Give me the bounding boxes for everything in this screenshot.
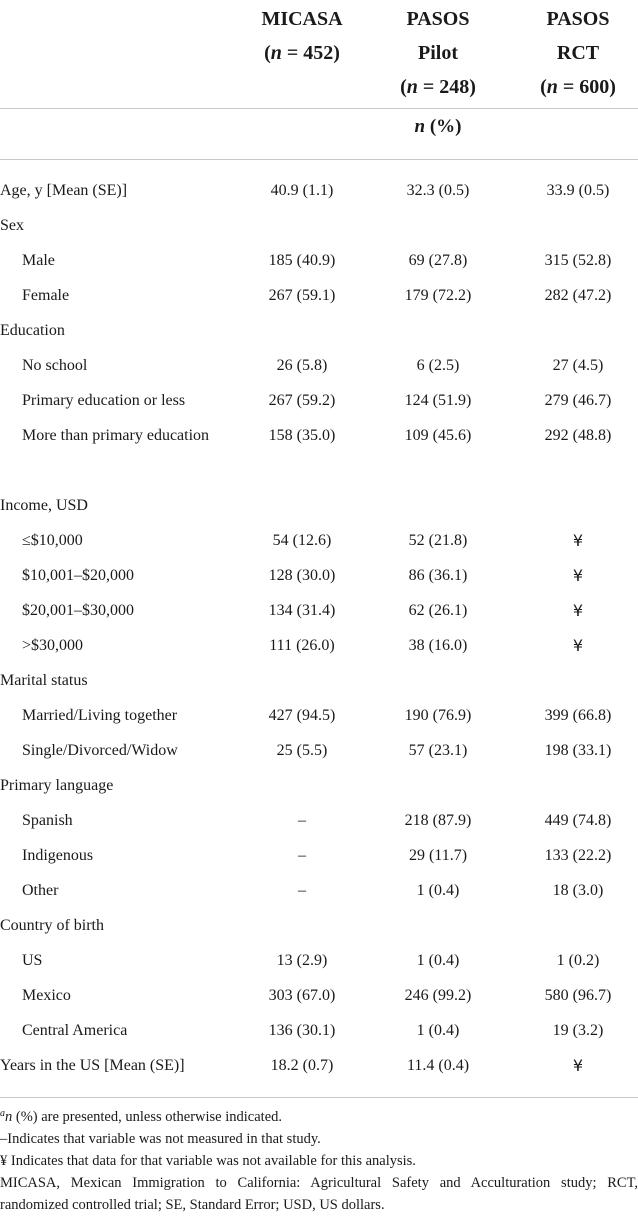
cell-pasos-rct: ¥ (572, 1056, 584, 1075)
cell-pasos-pilot: 1 (0.4) (416, 1022, 460, 1039)
cell-pasos-pilot: 179 (72.2) (404, 287, 472, 304)
cell-micasa: 54 (12.6) (272, 532, 332, 549)
table-row-category (0, 663, 638, 698)
cell-micasa: – (298, 882, 306, 899)
table-row-category (0, 1048, 638, 1083)
cell-micasa: 25 (5.5) (276, 742, 328, 759)
cell-pasos-rct: 399 (66.8) (544, 707, 612, 724)
cell-pasos-pilot: 69 (27.8) (408, 252, 468, 269)
row-label: US (22, 952, 43, 969)
row-label: >$30,000 (22, 637, 84, 654)
table-row-subcategory (0, 803, 638, 838)
cell-micasa: 128 (30.0) (268, 567, 336, 584)
cell-pasos-rct: ¥ (572, 531, 584, 550)
row-label: Income, USD (0, 497, 88, 514)
header-bottom-rule (0, 159, 638, 160)
cell-pasos-pilot: 246 (99.2) (404, 987, 472, 1004)
cell-pasos-rct: ¥ (572, 601, 584, 620)
column-sample-size: (n = 452) (264, 42, 340, 64)
row-label: Age, y [Mean (SE)] (0, 182, 128, 199)
row-label: Primary language (0, 777, 114, 794)
table-row-subcategory (0, 593, 638, 628)
cell-micasa: 267 (59.2) (268, 392, 336, 409)
table-row-subcategory (0, 418, 638, 488)
cell-pasos-rct: ¥ (572, 636, 584, 655)
column-sample-size: (n = 248) (400, 76, 476, 98)
table-row-category (0, 488, 638, 523)
cell-pasos-pilot: 1 (0.4) (416, 952, 460, 969)
row-label: Marital status (0, 672, 88, 689)
cell-pasos-pilot: 190 (76.9) (404, 707, 472, 724)
column-header-pasos-rct (518, 2, 638, 104)
row-label: Mexico (22, 987, 71, 1004)
cell-micasa: 136 (30.1) (268, 1022, 336, 1039)
footnote-dash: –Indicates that variable was not measured in that study. (0, 1131, 321, 1147)
cell-micasa: 185 (40.9) (268, 252, 336, 269)
row-label: Central America (22, 1022, 128, 1039)
table-row-category (0, 173, 638, 208)
row-label: Education (0, 322, 65, 339)
row-label: Single/Divorced/Widow (22, 742, 178, 759)
cell-pasos-pilot: 11.4 (0.4) (406, 1057, 470, 1074)
row-label: Female (22, 287, 70, 304)
table-row-subcategory (0, 838, 638, 873)
table-footnotes (0, 1106, 638, 1216)
cell-pasos-rct: 1 (0.2) (556, 952, 600, 969)
table-row-subcategory (0, 523, 638, 558)
column-subname: RCT (556, 42, 600, 64)
column-name: PASOS (406, 8, 470, 30)
cell-pasos-rct: 292 (48.8) (544, 427, 612, 444)
row-label: $10,001–$20,000 (22, 567, 134, 584)
column-header-pasos-pilot (376, 2, 500, 104)
cell-micasa: 303 (67.0) (268, 987, 336, 1004)
column-header-micasa (248, 2, 356, 70)
row-label: Country of birth (0, 917, 104, 934)
column-name: PASOS (546, 8, 610, 30)
column-name: MICASA (261, 8, 343, 30)
cell-pasos-rct: 580 (96.7) (544, 987, 612, 1004)
row-label: Primary education or less (22, 392, 186, 409)
cell-pasos-pilot: 32.3 (0.5) (406, 182, 470, 199)
column-sample-size: (n = 600) (540, 76, 616, 98)
table-row-subcategory (0, 628, 638, 663)
cell-pasos-pilot: 1 (0.4) (416, 882, 460, 899)
cell-micasa: 158 (35.0) (268, 427, 336, 444)
cell-pasos-rct: ¥ (572, 566, 584, 585)
cell-pasos-pilot: 124 (51.9) (404, 392, 472, 409)
cell-micasa: 267 (59.1) (268, 287, 336, 304)
cell-pasos-rct: 18 (3.0) (552, 882, 604, 899)
row-label: Other (22, 882, 59, 899)
cell-pasos-rct: 279 (46.7) (544, 392, 612, 409)
cell-pasos-pilot: 109 (45.6) (404, 427, 472, 444)
cell-pasos-pilot: 62 (26.1) (408, 602, 468, 619)
table-row-category (0, 313, 638, 348)
table-row-subcategory (0, 733, 638, 768)
cell-micasa: 18.2 (0.7) (270, 1057, 334, 1074)
table-row-category (0, 208, 638, 243)
table-row-subcategory (0, 698, 638, 733)
cell-micasa: 26 (5.8) (276, 357, 328, 374)
footnote-n: n (5, 1109, 13, 1125)
cell-pasos-pilot: 52 (21.8) (408, 532, 468, 549)
cell-pasos-pilot: 29 (11.7) (408, 847, 468, 864)
cell-pasos-pilot: 57 (23.1) (408, 742, 468, 759)
row-label: Indigenous (22, 847, 94, 864)
cell-pasos-rct: 33.9 (0.5) (546, 182, 610, 199)
cell-micasa: 13 (2.9) (276, 952, 328, 969)
cell-pasos-rct: 19 (3.2) (552, 1022, 604, 1039)
table-row-subcategory (0, 1013, 638, 1048)
cell-micasa: – (298, 847, 306, 864)
cell-pasos-rct: 315 (52.8) (544, 252, 612, 269)
table-row-subcategory (0, 348, 638, 383)
table-row-subcategory (0, 383, 638, 418)
cell-pasos-rct: 198 (33.1) (544, 742, 612, 759)
cell-pasos-pilot: 86 (36.1) (408, 567, 468, 584)
table-row-subcategory (0, 278, 638, 313)
header-divider (0, 108, 638, 109)
cell-pasos-pilot: 38 (16.0) (408, 637, 468, 654)
table-bottom-rule (0, 1097, 638, 1098)
footnote-yen: ¥ Indicates that data for that variable was not available for this analysis. (0, 1153, 416, 1169)
table-row-subcategory (0, 943, 638, 978)
footnote-marker: a (0, 1108, 5, 1119)
row-label: Male (22, 252, 55, 269)
footnote-a (0, 1106, 638, 1128)
cell-pasos-rct: 449 (74.8) (544, 812, 612, 829)
table-row-subcategory (0, 558, 638, 593)
cell-micasa: – (298, 812, 306, 829)
table-row-category (0, 768, 638, 803)
row-label: Sex (0, 217, 24, 234)
table-header (0, 0, 638, 160)
row-label: No school (22, 357, 88, 374)
subheader-n-percent: n (%) (414, 116, 462, 137)
cell-pasos-rct: 133 (22.2) (544, 847, 612, 864)
cell-pasos-rct: 27 (4.5) (552, 357, 604, 374)
row-label: More than primary education (22, 427, 210, 444)
cell-pasos-pilot: 6 (2.5) (416, 357, 460, 374)
table-row-subcategory (0, 243, 638, 278)
table-row-subcategory (0, 873, 638, 908)
table-row-subcategory (0, 978, 638, 1013)
footnote-abbreviations: MICASA, Mexican Immigration to California: Agricultural Safety and Acculturation study; RCT, randomized controlled trial; SE, Standard Error; USD, US dollars. (0, 1175, 638, 1213)
row-label: Married/Living together (22, 707, 178, 724)
table-body (0, 173, 638, 1083)
cell-micasa: 134 (31.4) (268, 602, 336, 619)
row-label: ≤$10,000 (22, 532, 83, 549)
column-subname: Pilot (418, 42, 458, 64)
table-row-category (0, 908, 638, 943)
cell-micasa: 111 (26.0) (269, 637, 335, 654)
footnote-text: (%) are presented, unless otherwise indicated. (12, 1109, 283, 1125)
row-label: $20,001–$30,000 (22, 602, 134, 619)
cell-micasa: 427 (94.5) (268, 707, 336, 724)
cell-pasos-pilot: 218 (87.9) (404, 812, 472, 829)
row-label: Years in the US [Mean (SE)] (0, 1057, 185, 1074)
cell-micasa: 40.9 (1.1) (270, 182, 334, 199)
row-label: Spanish (22, 812, 73, 829)
cell-pasos-rct: 282 (47.2) (544, 287, 612, 304)
